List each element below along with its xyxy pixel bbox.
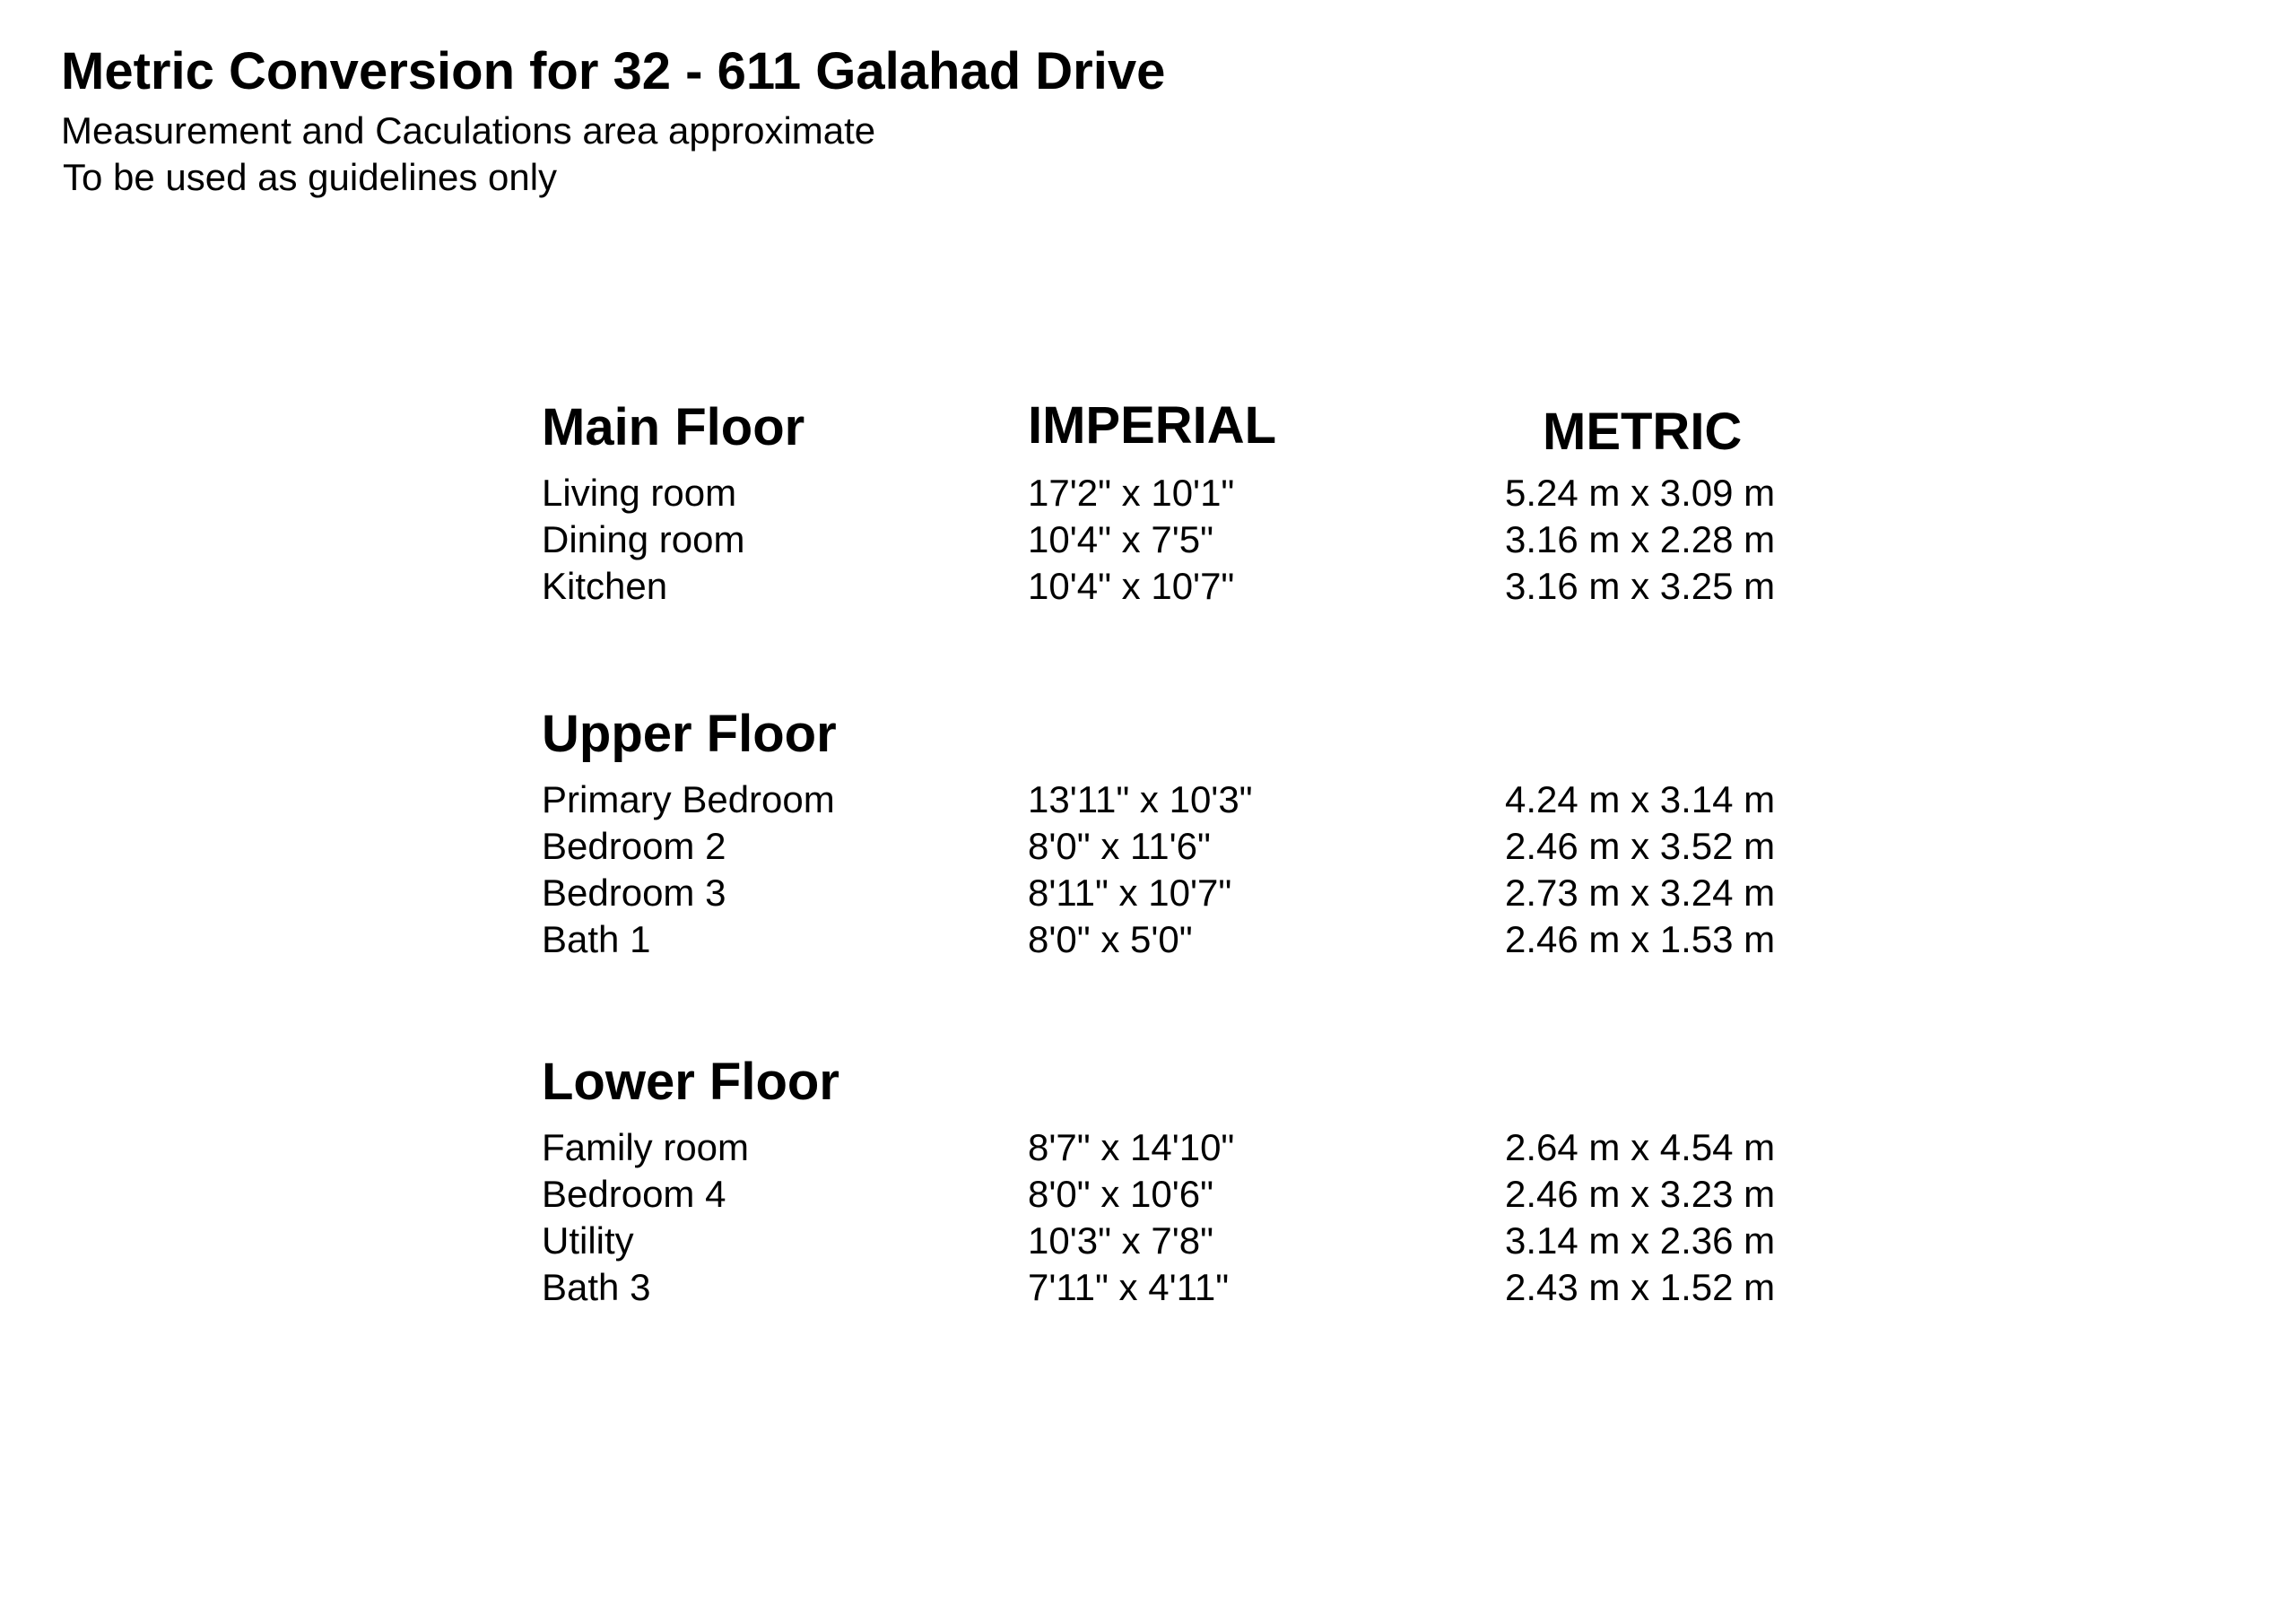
metric-dimensions: 3.16 m x 3.25 m: [1505, 565, 1776, 607]
metric-dimensions: 5.24 m x 3.09 m: [1505, 472, 1776, 514]
room-name: Bedroom 4: [542, 1173, 726, 1215]
room-name: Living room: [542, 472, 737, 514]
column-header-imperial: IMPERIAL: [1028, 396, 1277, 455]
table-row: [0, 870, 2296, 916]
table-row: [0, 1124, 2296, 1171]
imperial-dimensions: 8'11" x 10'7": [1028, 872, 1232, 914]
room-name: Bath 1: [542, 918, 651, 960]
room-name: Bath 3: [542, 1266, 651, 1308]
imperial-dimensions: 17'2" x 10'1": [1028, 472, 1235, 514]
imperial-dimensions: 7'11" x 4'11": [1028, 1266, 1230, 1308]
room-name: Primary Bedroom: [542, 778, 835, 820]
imperial-dimensions: 10'4" x 7'5": [1028, 518, 1213, 560]
table-row: [0, 1218, 2296, 1264]
page-title: Metric Conversion for 32 - 611 Galahad Drive: [61, 42, 1166, 100]
section-title: Upper Floor: [542, 705, 837, 763]
metric-dimensions: 2.46 m x 3.23 m: [1505, 1173, 1776, 1215]
table-row: [0, 1171, 2296, 1218]
imperial-dimensions: 8'0" x 10'6": [1028, 1173, 1213, 1215]
table-row: [0, 516, 2296, 563]
imperial-dimensions: 8'7" x 14'10": [1028, 1126, 1235, 1168]
metric-dimensions: 2.46 m x 3.52 m: [1505, 825, 1776, 867]
disclaimer-line-2: To be used as guidelines only: [63, 156, 558, 198]
imperial-dimensions: 8'0" x 5'0": [1028, 918, 1193, 960]
room-name: Family room: [542, 1126, 750, 1168]
metric-dimensions: 2.73 m x 3.24 m: [1505, 872, 1776, 914]
section-title: Main Floor: [542, 398, 805, 456]
metric-dimensions: 3.16 m x 2.28 m: [1505, 518, 1776, 560]
disclaimer-line-1: Measurement and Caculations area approximate: [61, 109, 876, 152]
room-name: Dining room: [542, 518, 745, 560]
column-header-metric: METRIC: [1543, 403, 1743, 461]
table-row: [0, 1264, 2296, 1311]
imperial-dimensions: 10'4" x 10'7": [1028, 565, 1235, 607]
table-row: [0, 823, 2296, 870]
imperial-dimensions: 10'3" x 7'8": [1028, 1219, 1213, 1262]
room-name: Bedroom 3: [542, 872, 726, 914]
room-name: Utility: [542, 1219, 634, 1262]
metric-dimensions: 3.14 m x 2.36 m: [1505, 1219, 1776, 1262]
table-row: [0, 563, 2296, 610]
table-row: [0, 776, 2296, 823]
room-name: Bedroom 2: [542, 825, 726, 867]
metric-dimensions: 2.46 m x 1.53 m: [1505, 918, 1776, 960]
imperial-dimensions: 13'11" x 10'3": [1028, 778, 1253, 820]
table-row: [0, 916, 2296, 963]
table-row: [0, 470, 2296, 516]
imperial-dimensions: 8'0" x 11'6": [1028, 825, 1211, 867]
metric-dimensions: 4.24 m x 3.14 m: [1505, 778, 1776, 820]
section-title: Lower Floor: [542, 1053, 839, 1111]
room-name: Kitchen: [542, 565, 668, 607]
metric-dimensions: 2.43 m x 1.52 m: [1505, 1266, 1776, 1308]
metric-dimensions: 2.64 m x 4.54 m: [1505, 1126, 1776, 1168]
